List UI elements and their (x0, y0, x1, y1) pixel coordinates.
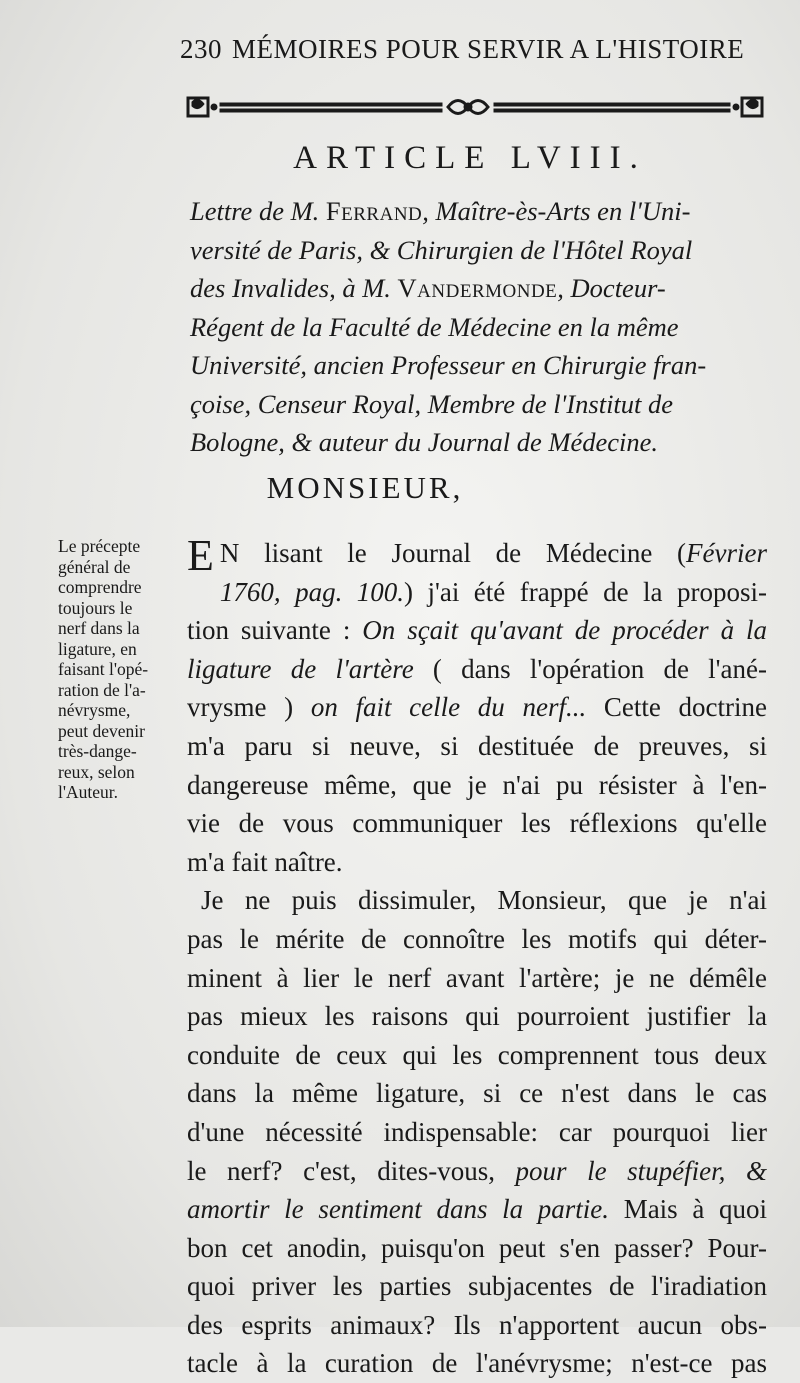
margin-note-line: peut devenir (58, 720, 145, 741)
margin-note-line: l'Auteur. (58, 782, 119, 802)
text-run: minent à lier le nerf avant l'artère; je ne démêle (187, 962, 767, 993)
text-run: Je ne puis dissimuler, Monsieur, que je n'ai (201, 885, 767, 916)
text-run: pas le mérite de connoître les motifs qui déter- (187, 923, 767, 954)
body-line (187, 766, 767, 805)
text-run: Mais à quoi (609, 1194, 767, 1225)
text-run: d'une nécessité indispensable: car pourquoi lier (187, 1116, 767, 1147)
body-line (187, 531, 767, 580)
text-run: vrysme ) (187, 692, 311, 723)
paragraph-1 (187, 531, 768, 881)
article-title: ARTICLE LVIII. (293, 140, 647, 176)
text-run: , Maître-ès-Arts en l'Uni- (422, 196, 691, 226)
text-run: tacle à la curation de l'anévrysme; n'est-ce pas (187, 1348, 767, 1379)
drop-cap: E (187, 531, 214, 580)
text-run: ligature de l'artère (187, 653, 414, 684)
text-run: N lisant le Journal de Médecine ( (219, 538, 687, 568)
margin-note-line: Le précepte (58, 536, 141, 556)
text-run: des esprits animaux? Ils n'apportent aucun obs- (187, 1309, 767, 1340)
margin-note-line: comprendre (58, 577, 142, 597)
letter-title-block (190, 192, 768, 462)
running-title: MÉMOIRES POUR SERVIR A L'HISTOIRE (232, 34, 745, 64)
margin-note-line: général de (58, 556, 131, 577)
title-line (190, 192, 768, 231)
title-line (190, 269, 768, 308)
text-run: versité de Paris, & Chirurgien de l'Hôtel Royal (190, 234, 693, 265)
text-run: quoi priver les parties subjacentes de l'iradiation (187, 1271, 767, 1302)
body-line (187, 1190, 767, 1229)
body-line (187, 1306, 767, 1345)
title-line (190, 423, 768, 462)
margin-note-line: ligature, en (58, 638, 137, 659)
title-line (190, 385, 768, 424)
text-run: on fait celle du nerf... (310, 692, 587, 723)
margin-note-line: toujours le (58, 597, 133, 618)
title-line (190, 346, 768, 385)
body-line (187, 1344, 767, 1383)
body-text (187, 531, 768, 1383)
text-run: le nerf? c'est, dites-vous, (187, 1155, 516, 1186)
text-run: Vandermonde (397, 273, 558, 303)
text-run: dangereuse même, que je n'ai pu résister à l'en- (187, 769, 767, 800)
text-run: bon cet anodin, puisqu'on peut s'en passer? Pour- (187, 1232, 767, 1263)
body-line (187, 1229, 767, 1268)
page-number: 230 (180, 34, 222, 64)
body-line (187, 1113, 767, 1152)
body-line (187, 650, 767, 689)
text-run: amortir le sentiment dans la partie. (187, 1194, 610, 1225)
text-run: tion suivante : (187, 615, 363, 646)
text-run: ( dans l'opération de l'ané- (413, 653, 767, 684)
salutation: MONSIEUR, (266, 470, 464, 505)
title-line (190, 231, 768, 270)
body-line (187, 997, 767, 1036)
text-run: 1760, (219, 576, 296, 607)
body-line (187, 920, 767, 959)
text-run: pag. 100. (295, 576, 405, 607)
marginal-note (58, 536, 188, 803)
text-run: Cette doctrine (586, 692, 767, 723)
body-line (187, 727, 767, 766)
margin-note-line: nerf dans la (58, 618, 140, 638)
text-run: m'a paru si neuve, si destituée de preuves, si (187, 730, 767, 761)
running-head (180, 34, 770, 65)
margin-note-line: ration de l'a- (58, 679, 146, 700)
text-run: Université, ancien Professeur en Chirurgie fran- (190, 350, 707, 380)
margin-note-line: très-dange- (58, 741, 137, 761)
margin-note-line: reux, selon (58, 761, 135, 782)
title-line (190, 308, 768, 347)
body-line (187, 1074, 767, 1113)
text-run: dans la même ligature, si ce n'est dans le cas (187, 1078, 767, 1109)
body-line (187, 804, 767, 843)
body-line (187, 881, 767, 920)
body-line (187, 1036, 767, 1075)
text-run: Régent de la Faculté de Médecine en la même (190, 311, 679, 342)
text-run: conduite de ceux qui les comprennent tous deux (187, 1039, 767, 1070)
body-line (187, 959, 767, 998)
text-run: pas mieux les raisons qui pourroient justifier la (187, 1001, 767, 1032)
text-run: On sçait qu'avant de procéder à la (362, 615, 768, 646)
body-line (187, 843, 767, 882)
text-run: vie de vous communiquer les réflexions qu'elle (187, 808, 767, 839)
margin-note-line: névrysme, (58, 700, 131, 720)
text-run: Février (686, 538, 767, 568)
text-run: des Invalides, à M. (190, 273, 398, 303)
body-line (187, 573, 767, 612)
text-run: ) j'ai été frappé de la proposi- (404, 576, 767, 607)
body-line (187, 688, 767, 727)
margin-note-line: faisant l'opé- (58, 659, 149, 679)
text-run: Lettre de M. (190, 196, 326, 226)
body-line (187, 1152, 767, 1191)
text-run: , Docteur- (557, 273, 666, 303)
text-run: m'a fait naître. (187, 846, 343, 877)
text-run: çoise, Censeur Royal, Membre de l'Institut de (190, 388, 674, 419)
text-run: pour le stupéfier, & (515, 1155, 767, 1186)
text-run: Ferrand (325, 196, 423, 226)
text-run: Bologne, & auteur du Journal de Médecine. (190, 427, 659, 457)
body-line (187, 1267, 767, 1306)
body-line (187, 611, 767, 650)
decorative-rule-ornament (186, 92, 764, 122)
paragraph-2 (187, 881, 767, 1383)
